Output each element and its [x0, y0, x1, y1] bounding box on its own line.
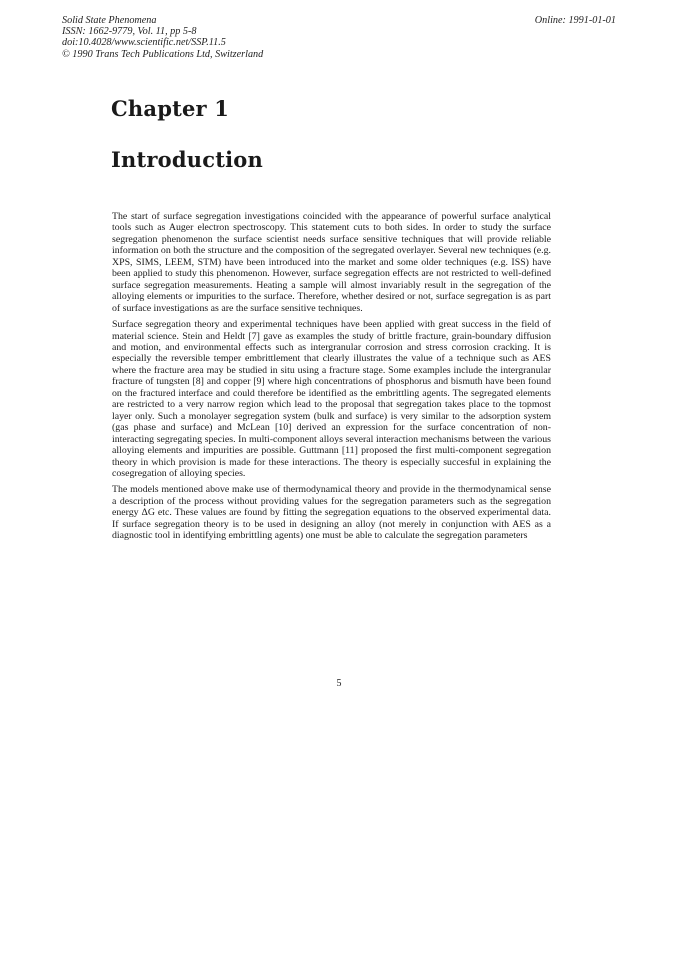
paragraph-1: The start of surface segregation investigations coincided with the appearance of powerful surface analytical tools such as Auger electron spectroscopy. This statement cuts to both sides. In order to study the surface segregation phenomenon the surface scientist needs surface sensitive techniques that will provide reliable information on both the structure and the composition of the segregated overlayer. Several new techniques (e.g. XPS, SIMS, LEEM, STM) have been introduced into the market and some older techniques (e.g. ISS) have been applied to study this phenomenon. However, surface segregation effects are not restricted to well-defined surface segregation measurements. Heating a sample will almost invariably result in the segregation of the alloying elements or impurities to the surface. Therefore, whether desired or not, surface segregation is as part of surface investigations as are the surface sensitive techniques.: [112, 211, 552, 314]
body-text: [112, 211, 551, 547]
paragraph-2: Surface segregation theory and experimental techniques have been applied with great success in the field of material science. Stein and Heldt [7] gave as examples the study of brittle fracture, grain-boundary diffusion and motion, and environmental effects such as intergranular corrosion and stress corrosion cracking. It is especially the reversible temper embrittlement that clearly illustrates the value of a technique such as AES where the fracture area may be studied in situ using a fracture stage. Some examples include the intergranular fracture of tungsten [8] and copper [9] where high concentrations of phosphorus and bismuth have been found on the fractured interface and could therefore be identified as the embrittling agents. The segregated elements are restricted to a very narrow region which lead to the proposal that segregation takes place to the topmost layer only. Such a monolayer segregation system (bulk and surface) is very similar to the adsorption system (gas phase and surface) and McLean [10] derived an expression for the surface concentration of non-interacting segregating species. In multi-component alloys several interaction mechanisms between the various alloying elements and impurities are possible. Guttmann [11] proposed the first multi-component segregation theory in which provision is made for these interactions. The theory is especially succesful in explaining the cosegregation of alloying species.: [112, 319, 551, 479]
page-number: 5: [336, 678, 342, 689]
issn-line: ISSN: 1662-9779, Vol. 11, pp 5-8: [62, 26, 197, 38]
chapter-label: Chapter 1: [111, 96, 230, 121]
chapter-title: Introduction: [111, 147, 263, 172]
journal-header: [62, 15, 263, 60]
copyright-line: © 1990 Trans Tech Publications Ltd, Switzerland: [62, 48, 264, 60]
online-date: Online: 1991-01-01: [534, 15, 616, 26]
doi-line: doi:10.4028/www.scientific.net/SSP.11.5: [62, 37, 226, 49]
paragraph-3: The models mentioned above make use of thermodynamical theory and provide in the thermodynamical sense a description of the process without providing values for the segregation parameters such as the segregation energy ΔG etc. These values are found by fitting the segregation equations to the observed experimental data. If surface segregation theory is to be used in designing an alloy (not merely in conjunction with AES as a diagnostic tool in identifying embrittling agents) one must be able to calculate the segregation parameters: [112, 484, 551, 542]
journal-name: Solid State Phenomena: [62, 15, 157, 26]
